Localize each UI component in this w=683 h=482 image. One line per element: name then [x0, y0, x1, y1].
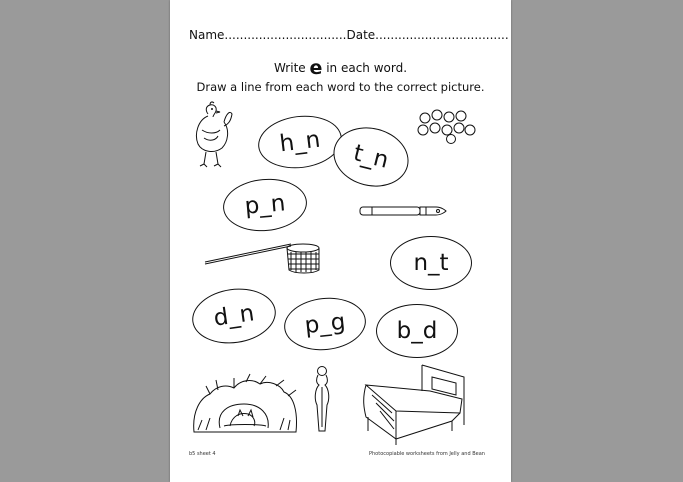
hen-picture — [188, 100, 234, 172]
den-picture — [190, 372, 300, 438]
word-bubble-peg: p_g — [282, 294, 369, 354]
bed-picture — [352, 355, 472, 447]
word-bubble-pen: p_n — [221, 175, 309, 234]
peg-picture — [310, 365, 334, 435]
name-date-line — [189, 28, 509, 42]
pen-picture — [358, 203, 448, 219]
write-after: in each word. — [326, 61, 408, 75]
word-bubble-net: n_t — [390, 236, 472, 290]
word-bubble-hen: h_n — [255, 111, 345, 173]
worksheet-page — [170, 0, 511, 482]
footer-sheet-number: b5 sheet 4 — [189, 451, 216, 457]
write-instruction — [170, 57, 511, 79]
word-bubble-bed: b_d — [376, 304, 458, 358]
ten-dots-picture — [415, 108, 475, 144]
net-picture — [203, 236, 333, 278]
date-dots: ................................... — [375, 28, 509, 42]
word-bubble-den: d_n — [189, 283, 280, 348]
footer-copyright: Photocopiable worksheets from Jelly and Bean — [369, 451, 485, 457]
word-bubble-ten: t_n — [327, 120, 415, 195]
write-before: Write — [273, 61, 306, 75]
name-label: Name — [189, 28, 225, 42]
draw-instruction: Draw a line from each word to the correct picture. — [196, 80, 485, 94]
name-dots: ................................ — [224, 28, 347, 42]
date-label: Date — [346, 28, 376, 42]
write-letter: e — [309, 57, 323, 79]
